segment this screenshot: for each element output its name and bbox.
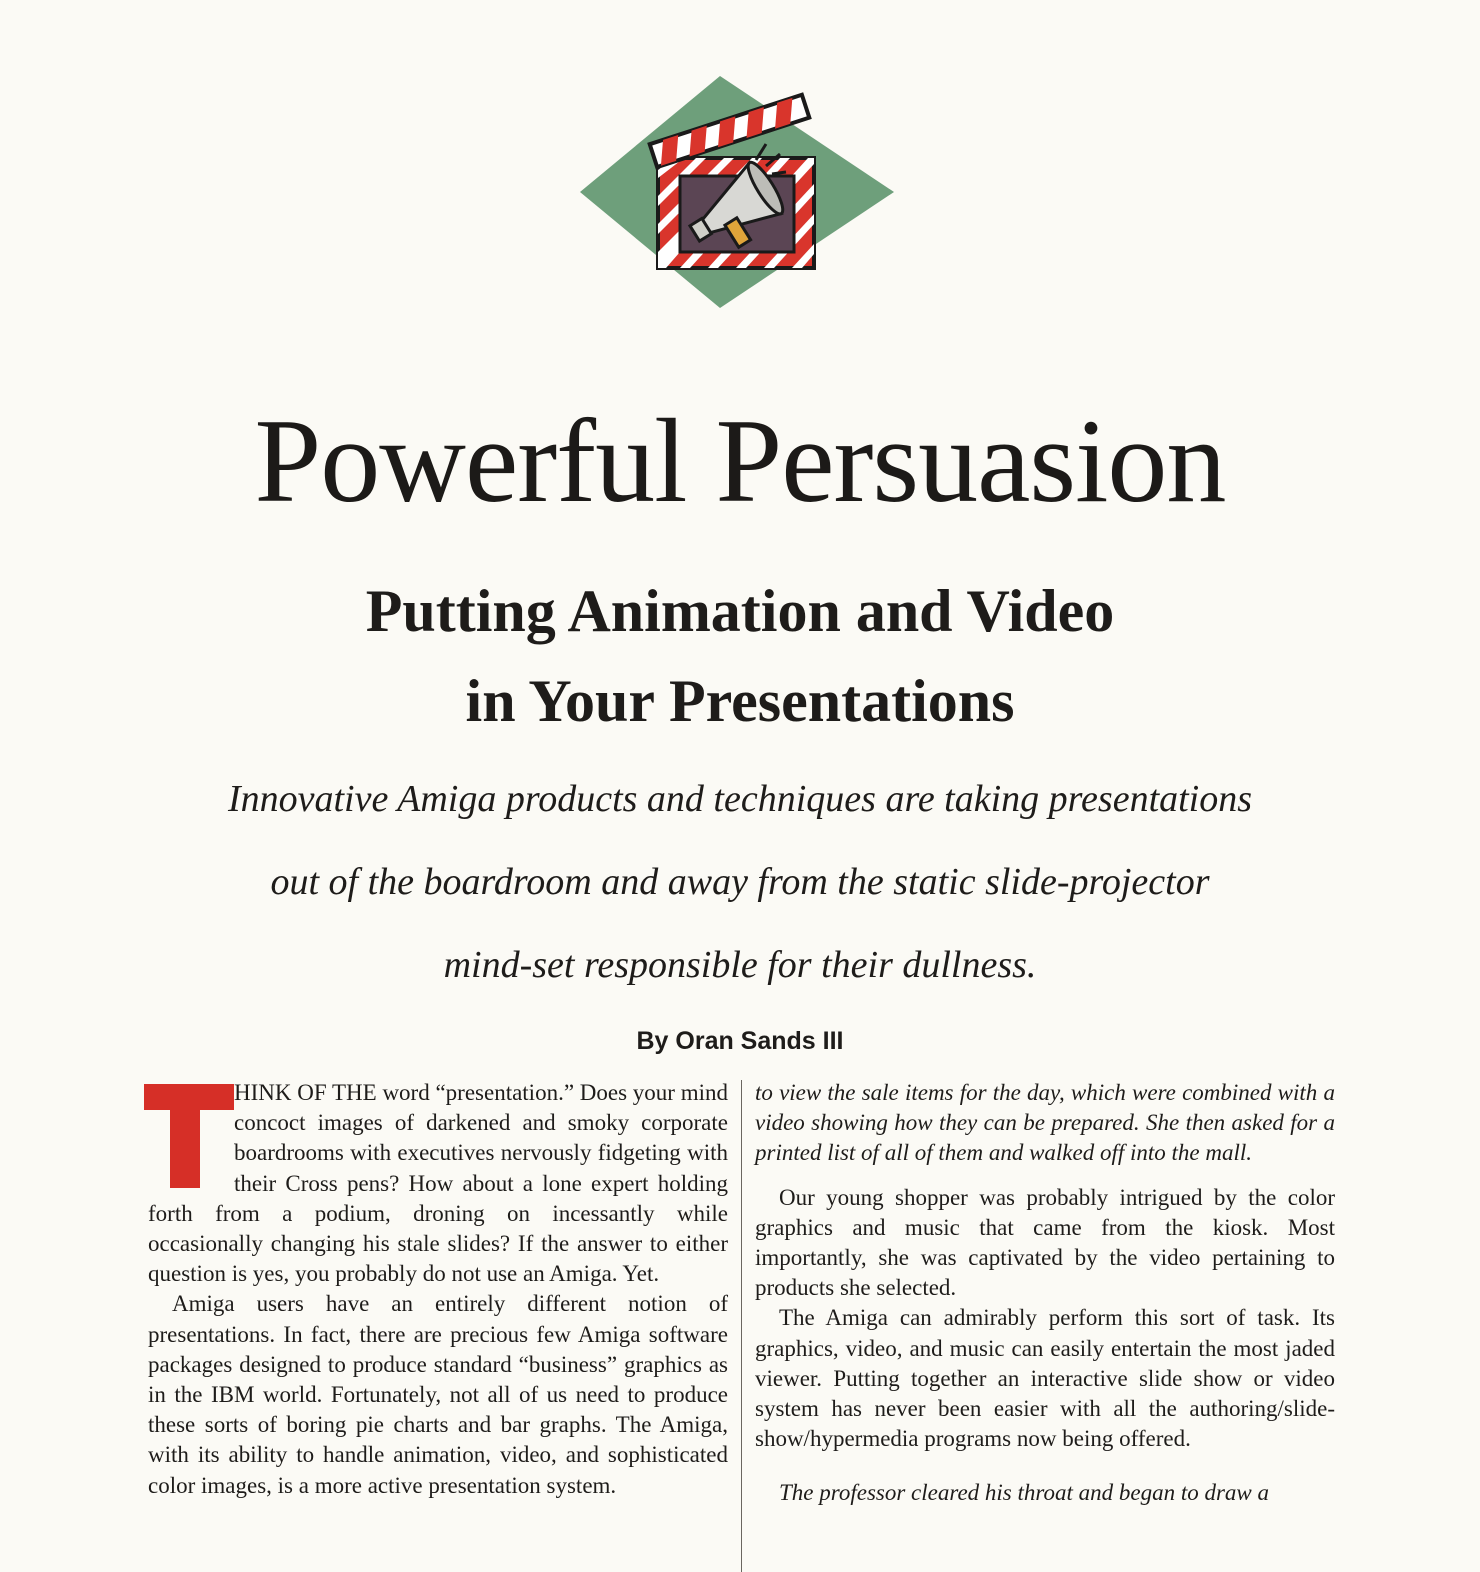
left-column bbox=[148, 1078, 728, 1501]
byline: By Oran Sands III bbox=[636, 1027, 844, 1055]
article-title: Powerful Persuasion bbox=[254, 394, 1226, 527]
paragraph-text: word “presentation.” Does your mind concoct images of darkened and smoky corporate boardrooms with executives nervously fidgeting with their Cross pens? How about a lone expert holding forth from a podium, droning on incessantly while occasionally changing his stale slides? If the answer to either question is yes, you probably do not use an Amiga. Yet. bbox=[148, 1080, 728, 1287]
subtitle-line: in Your Presentations bbox=[465, 668, 1015, 734]
dek-line: out of the boardroom and away from the static slide-projector bbox=[270, 861, 1210, 903]
article-dek bbox=[0, 758, 1480, 1007]
article-subtitle bbox=[0, 566, 1480, 746]
column-rule bbox=[741, 1080, 742, 1572]
dek-line: mind-set responsible for their dullness. bbox=[443, 944, 1037, 986]
drop-cap bbox=[144, 1084, 220, 1188]
drop-cap-letter bbox=[144, 1084, 145, 1085]
italic-paragraph: to view the sale items for the day, which were combined with a video showing how they can be prepared. She then asked for a printed list of all of them and walked off into the mall. bbox=[755, 1080, 1335, 1166]
paragraph: The Amiga can admirably perform this sort of task. Its graphics, video, and music can easily entertain the most jaded viewer. Putting together an interactive slide show or video system has never been easier with all the authoring/slide-show/hypermedia programs now being offered. bbox=[755, 1305, 1335, 1452]
paragraph: Our young shopper was probably intrigued by the color graphics and music that came from the kiosk. Most importantly, she was captivated by the video pertaining to products she selected. bbox=[755, 1184, 1335, 1301]
right-column bbox=[755, 1078, 1335, 1509]
dek-line: Innovative Amiga products and techniques are taking presentations bbox=[227, 778, 1253, 820]
subtitle-line: Putting Animation and Video bbox=[365, 578, 1115, 644]
lead-in-caps: HINK OF THE bbox=[234, 1080, 377, 1105]
paragraph-intro bbox=[148, 1078, 728, 1289]
clapperboard-megaphone-icon bbox=[580, 74, 896, 310]
italic-paragraph: The professor cleared his throat and began to draw a bbox=[779, 1480, 1270, 1506]
paragraph: Amiga users have an entirely different notion of presentations. In fact, there are precious few Amiga software packages designed to produce standard “business” graphics as in the IBM world. Fortunately, not all of us need to produce these sorts of boring pie charts and bar graphs. The Amiga, with its ability to handle animation, video, and sophisticated color images, is a more active presentation system. bbox=[148, 1291, 728, 1498]
